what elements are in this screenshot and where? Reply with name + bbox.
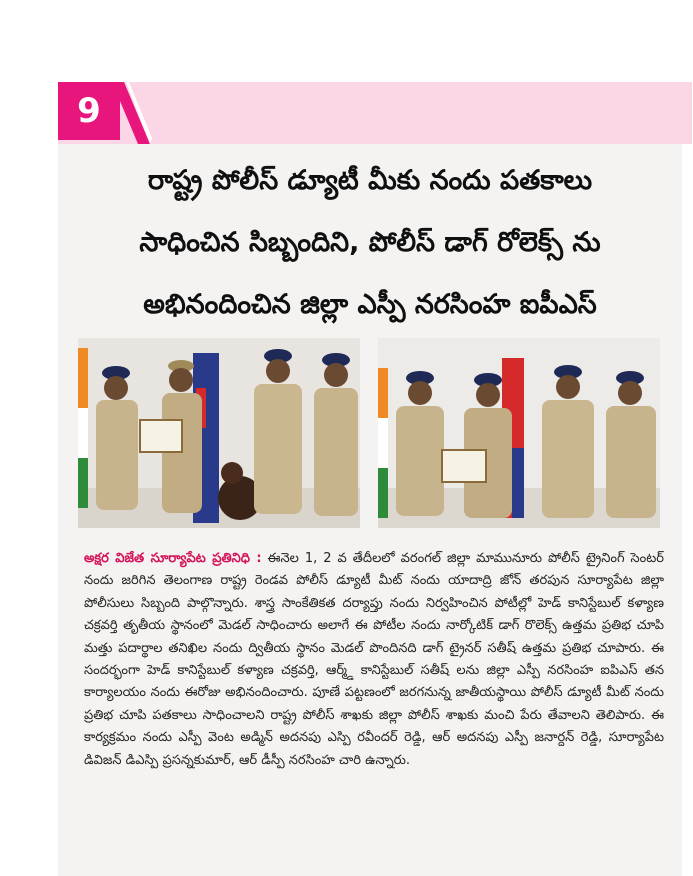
article-dateline: అక్షర విజేత సూర్యాపేట ప్రతినిధి : (84, 551, 262, 566)
section-number: 9 (77, 91, 101, 131)
badge-slash-decoration (112, 82, 152, 144)
headline-line-3: అభినందించిన జిల్లా ఎస్పీ నరసింహ ఐపీఎస్ (143, 289, 597, 320)
section-banner (58, 82, 692, 144)
group-photo-icon (378, 338, 660, 528)
article-body (84, 548, 664, 772)
article-text: ఈనెల 1, 2 వ తేదీలలో వరంగల్ జిల్లా మామునూరు పోలీస్ ట్రైనింగ్ సెంటర్ నందు జరిగిన తెలంగాణ రాష్ట్ర రెండవ పోలీస్ డ్యూటీ మీట్ నందు యాదాద్రి జోన్ తరపున సూర్యాపేట జిల్లా పోలీసులు సిబ్బంది పాల్గొన్నారు. శాస్త్ర సాంకేతికత దర్యాప్తు నందు నిర్వహించిన పోటీల్లో హెడ్ కానిస్టేబుల్ కళ్యాణ చక్రవర్తి తృతీయ స్థానంలో మెడల్ సాధించారు అలాగే ఈ పోటీల నందు నార్కోటిక్ డాగ్ రొలెక్స్ ఉత్తమ ప్రతిభ చూపి మత్తు పదార్థాల తనిఖిల నందు ద్వితీయ స్థానం మెడల్ పొందినది డాగ్ ట్రైనర్ సతీష్ ఉత్తమ ప్రతిభ చూపారు. ఈ సందర్భంగా హెడ్ కానిస్టేబుల్ కళ్యాణ చక్రవర్తి, ఆర్మ్డ్ కానిస్టేబుల్ సతీష్ లను జిల్లా ఎస్పీ నరసింహ ఐపిఎస్ తన కార్యాలయం నందు ఈరోజు అభినందించారు. పూణే పట్టణంలో జరగనున్న జాతీయస్థాయి పోలీస్ డ్యూటీ మీట్ నందు ప్రతిభ చూపి పతకాలు సాధించాలని రాష్ట్ర పోలీస్ శాఖకు జిల్లా పోలీస్ శాఖకు మంచి పేరు తేవాలని తెలిపారు. ఈ కార్యక్రమం నందు ఎస్పీ వెంట అడ్మిన్ అదనపు ఎస్పి రవీందర్ రెడ్డి, ఆర్ అదనపు ఎస్పీ జనార్దన్ రెడ్డి, సూర్యాపేట డివిజన్ డిఎస్పి ప్రసన్నకుమార్, ఆర్ డీస్పీ నరసింహ చారి ఉన్నారు. (84, 551, 664, 768)
article-headline (58, 150, 682, 336)
award-photo-left (78, 338, 360, 528)
headline-line-2: సాధించిన సిబ్బందిని, పోలీస్ డాగ్ రోలెక్స్ ను (139, 227, 601, 258)
headline-line-1: రాష్ట్ర పోలీస్ డ్యూటీ మీకు నందు పతకాలు (147, 165, 593, 196)
award-photo-right (378, 338, 660, 528)
group-photo-icon (78, 338, 360, 528)
